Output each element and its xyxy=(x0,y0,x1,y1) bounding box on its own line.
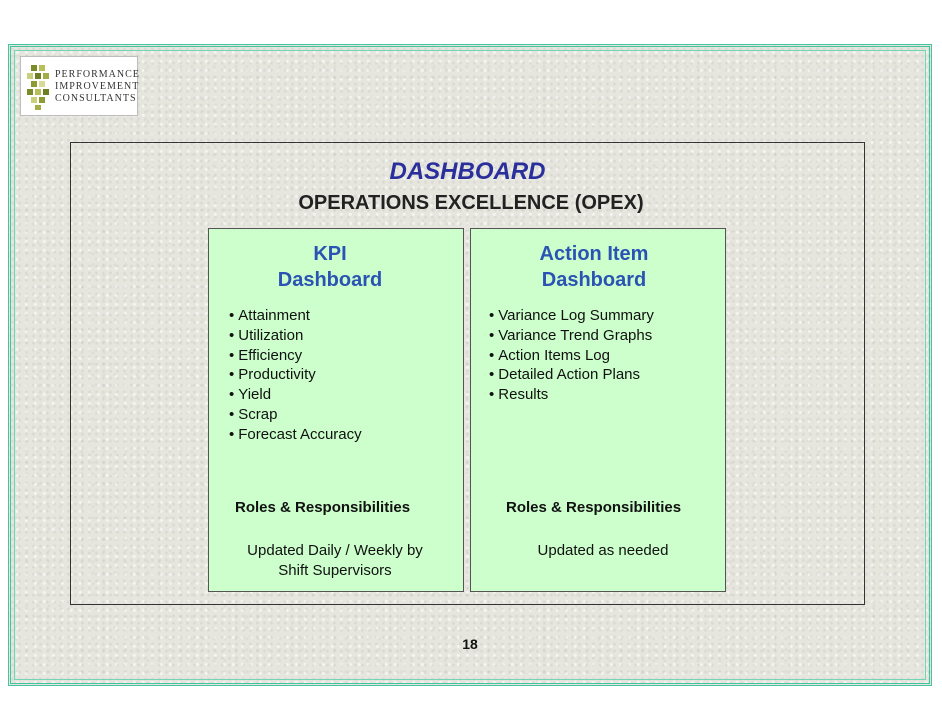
kpi-update-line-1: Updated Daily / Weekly by xyxy=(247,542,423,559)
kpi-list-item: • Attainment xyxy=(229,306,362,326)
action-heading-line-2: Dashboard xyxy=(541,269,647,291)
logo-line-2: IMPROVEMENT xyxy=(55,81,140,92)
kpi-heading-line-1: KPI xyxy=(313,243,347,265)
logo-line-1: PERFORMANCE xyxy=(55,69,140,80)
kpi-update-note xyxy=(235,541,435,581)
kpi-list-item: • Forecast Accuracy xyxy=(229,425,362,445)
company-logo xyxy=(20,56,138,116)
action-update-note xyxy=(513,541,693,561)
logo-text xyxy=(55,69,140,105)
action-item-dashboard-panel xyxy=(470,228,726,592)
action-list-item: • Detailed Action Plans xyxy=(489,365,654,385)
action-list-item: • Variance Log Summary xyxy=(489,306,654,326)
kpi-heading-line-2: Dashboard xyxy=(277,269,383,291)
kpi-update-line-2: Shift Supervisors xyxy=(278,562,392,579)
action-heading-line-1: Action Item xyxy=(539,243,649,265)
kpi-panel-heading xyxy=(203,241,457,293)
action-update-line-1: Updated as needed xyxy=(537,542,669,559)
kpi-list-item: • Efficiency xyxy=(229,346,362,366)
kpi-list xyxy=(229,306,362,445)
kpi-list-item: • Yield xyxy=(229,385,362,405)
page-title: DASHBOARD xyxy=(389,158,546,185)
action-list xyxy=(489,306,654,405)
action-panel-heading xyxy=(467,241,721,293)
action-list-item: • Variance Trend Graphs xyxy=(489,326,654,346)
kpi-roles-label: Roles & Responsibilities xyxy=(235,499,411,516)
action-list-item: • Results xyxy=(489,385,654,405)
action-roles-label: Roles & Responsibilities xyxy=(506,499,682,516)
page-subtitle: OPERATIONS EXCELLENCE (OPEX) xyxy=(298,192,644,214)
kpi-list-item: • Productivity xyxy=(229,365,362,385)
kpi-dashboard-panel xyxy=(208,228,464,592)
logo-line-3: CONSULTANTS xyxy=(55,93,137,104)
page-number: 18 xyxy=(462,636,478,652)
kpi-list-item: • Utilization xyxy=(229,326,362,346)
kpi-list-item: • Scrap xyxy=(229,405,362,425)
action-list-item: • Action Items Log xyxy=(489,346,654,366)
